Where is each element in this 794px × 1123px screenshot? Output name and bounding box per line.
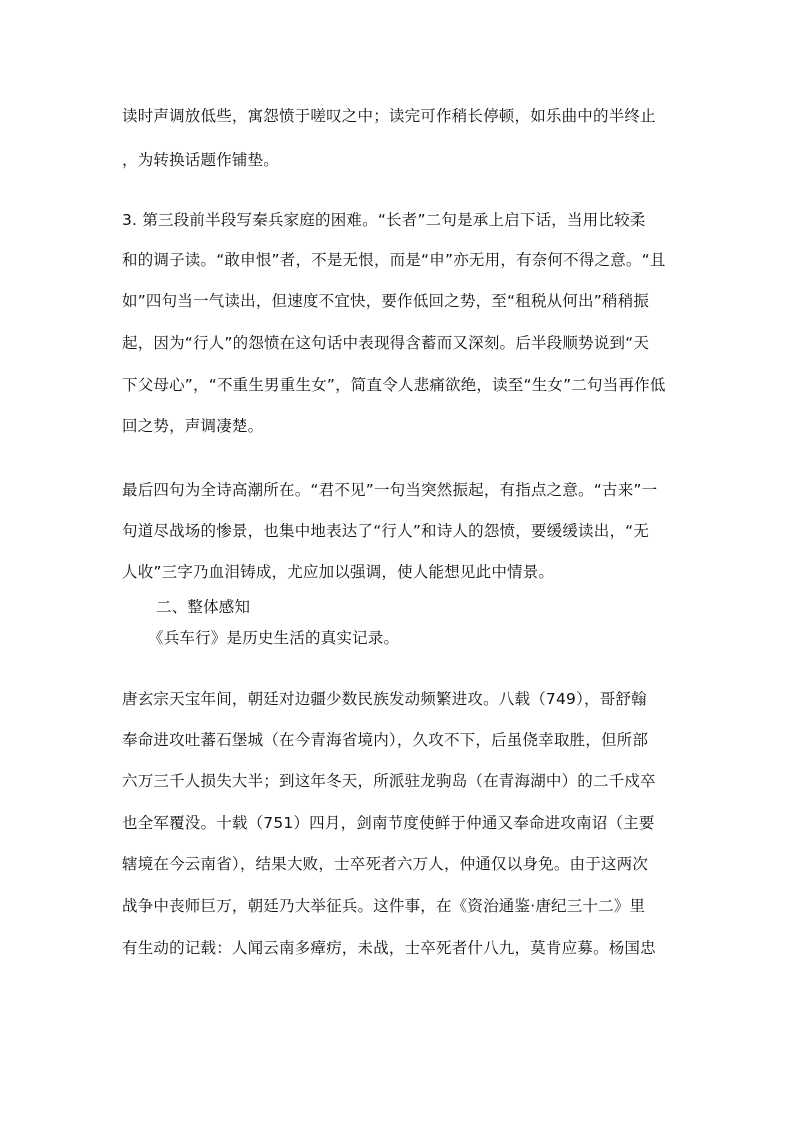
- paragraph-line: 六万三千人损失大半；到这年冬天，所派驻龙驹岛（在青海湖中）的二千戍卒: [122, 772, 656, 790]
- paragraph-line: 起，因为“行人”的怨愤在这句话中表现得含蓄而又深刻。后半段顺势说到“天: [122, 334, 650, 352]
- paragraph-line: 辖境在今云南省），结果大败，士卒死者六万人，仲通仅以身免。由于这两次: [122, 855, 649, 873]
- paragraph-line: 如”四句当一气读出，但速度不宜快，要作低回之势，至“租税从何出”稍稍振: [122, 292, 650, 310]
- paragraph-line: 和的调子读。“敢申恨”者，不是无恨，而是“申”亦无用，有奈何不得之意。“且: [122, 251, 666, 269]
- paragraph-line: 3. 第三段前半段写秦兵家庭的困难。“长者”二句是承上启下话，当用比较柔: [122, 211, 646, 229]
- paragraph-line: 人收”三字乃血泪铸成，尤应加以强调，使人能想见此中情景。: [122, 563, 555, 581]
- paragraph-line: 奉命进攻吐蕃石堡城（在今青海省境内），久攻不下，后虽侥幸取胜，但所部: [122, 731, 649, 749]
- paragraph-line: 读时声调放低些，寓怨愤于嗟叹之中；读完可作稍长停顿，如乐曲中的半终止: [122, 107, 656, 125]
- paragraph-line: 有生动的记载：人闻云南多瘴疠，未战，士卒死者什八九，莫肯应募。杨国忠: [122, 939, 656, 957]
- paragraph-line: 唐玄宗天宝年间，朝廷对边疆少数民族发动频繁进攻。八载（749），哥舒翰: [122, 690, 647, 708]
- paragraph-line: 也全军覆没。十载（751）四月，剑南节度使鲜于仲通又奉命进攻南诏（主要: [122, 814, 655, 832]
- paragraph-line: 回之势，声调凄楚。: [122, 417, 264, 435]
- intro-line: 《兵车行》是历史生活的真实记录。: [148, 629, 400, 647]
- paragraph-line: 最后四句为全诗高潮所在。“君不见”一句当突然振起，有指点之意。“古来”一: [122, 481, 658, 499]
- paragraph-line: ，为转换话题作铺垫。: [122, 151, 280, 169]
- paragraph-line: 句道尽战场的惨景，也集中地表达了“行人”和诗人的怨愤，要缓缓读出，“无: [122, 522, 650, 540]
- paragraph-line: 战争中丧师巨万，朝廷乃大举征兵。这件事，在《资治通鉴·唐纪三十二》里: [122, 897, 646, 915]
- section-heading: 二、整体感知: [156, 598, 251, 616]
- paragraph-line: 下父母心”，“不重生男重生女”，简直令人悲痛欲绝，读至“生女”二句当再作低: [122, 376, 666, 394]
